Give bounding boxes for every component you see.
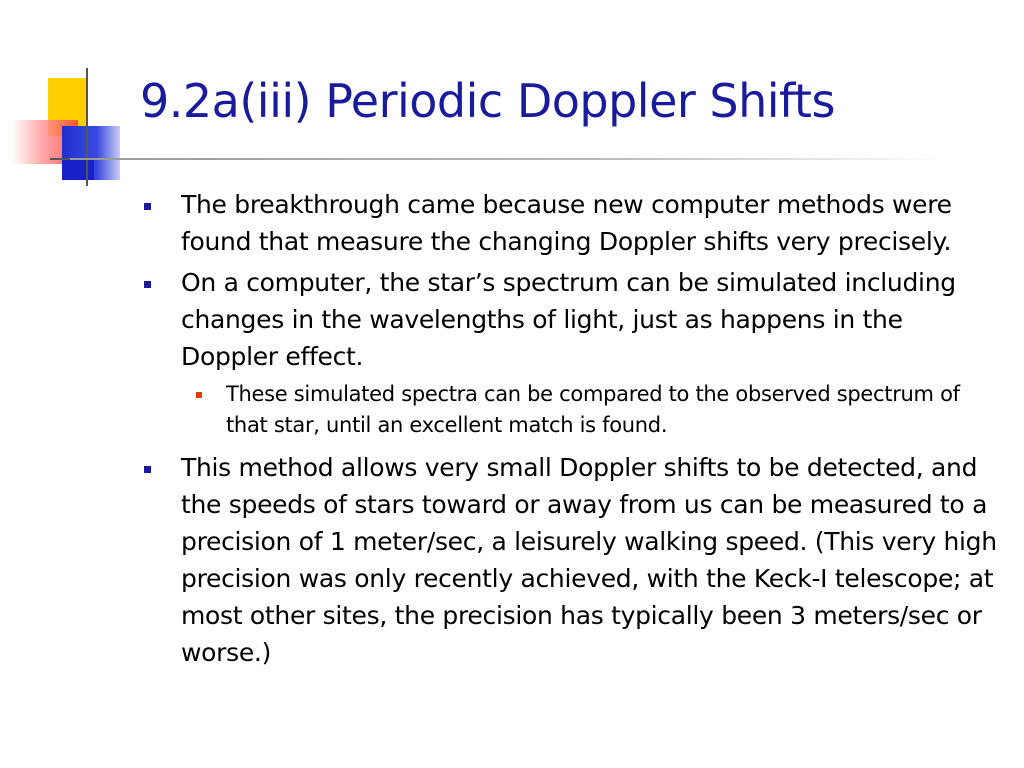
small-square-bullet-icon [196, 392, 202, 398]
bullet-text: The breakthrough came because new computer methods were found that measure the changing Doppler shifts very precisely. [181, 190, 952, 256]
square-bullet-icon [144, 203, 151, 210]
square-bullet-icon [144, 281, 151, 288]
square-bullet-icon [144, 466, 151, 473]
sub-bullet-text: These simulated spectra can be compared to the observed spectrum of that star, until an excellent match is found. [226, 382, 960, 437]
bullet-text: This method allows very small Doppler shifts to be detected, and the speeds of stars toward or away from us can be measured to a precision of 1 meter/sec, a leisurely walking speed. (This very high precision was only recently achieved, with the Keck-I telescope; at most other sites, the precision has typically been 3 meters/sec or worse.) [181, 453, 997, 667]
bullet-text: On a computer, the star’s spectrum can be simulated including changes in the wavelengths of light, just as happens in the Doppler effect. [181, 268, 956, 371]
logo-vertical-line [86, 68, 88, 186]
logo-dark-blue-square [62, 160, 94, 180]
bullet-item [140, 264, 1000, 375]
slide-content [140, 186, 1000, 675]
sub-bullet-item [226, 379, 1000, 441]
title-divider [70, 158, 950, 160]
logo-squares [0, 60, 150, 200]
bullet-item [140, 186, 1000, 260]
bullet-item [140, 449, 1000, 671]
slide-title: 9.2a(iii) Periodic Doppler Shifts [140, 74, 835, 128]
